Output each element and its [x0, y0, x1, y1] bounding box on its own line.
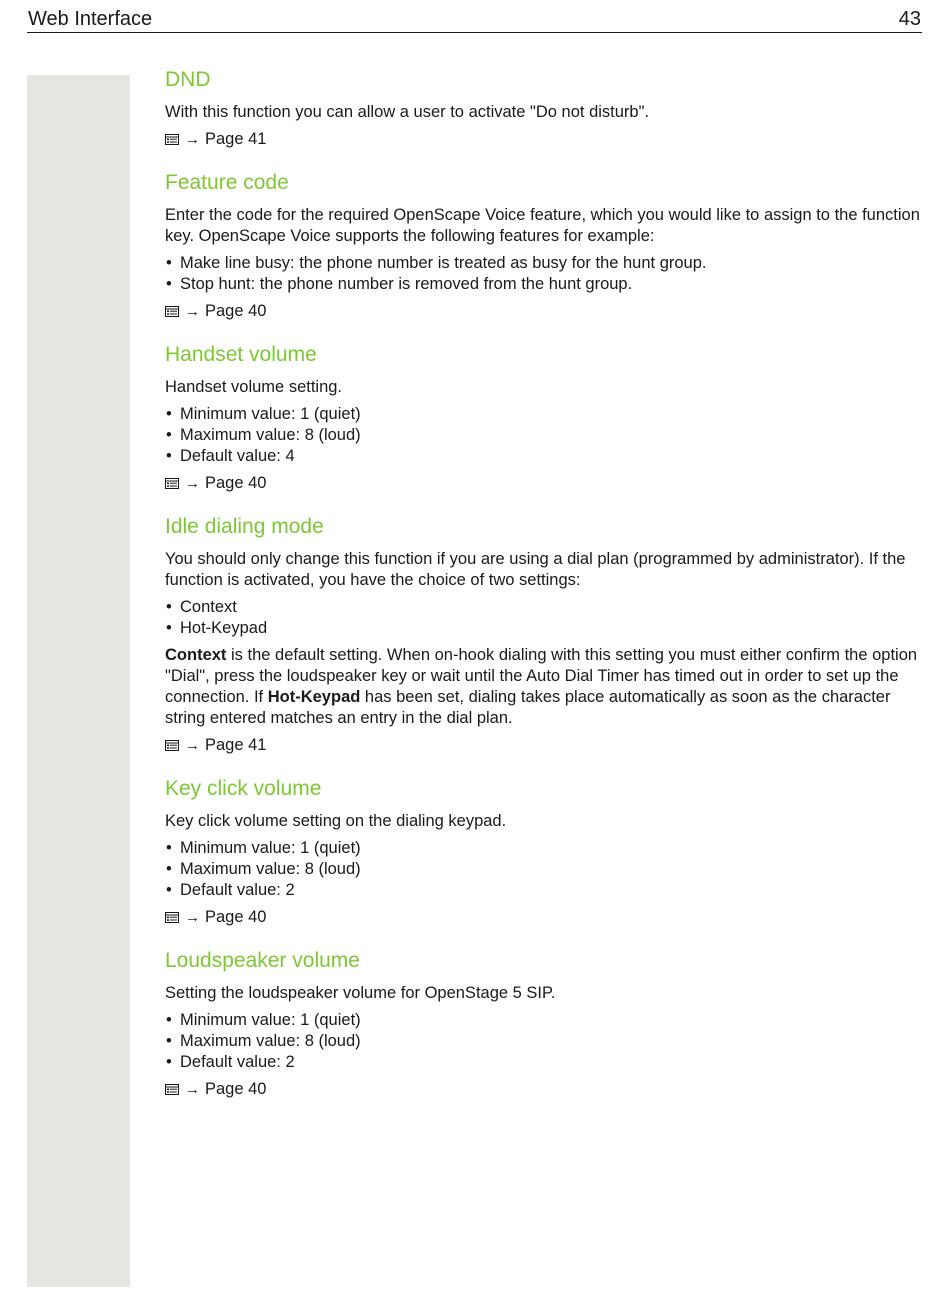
list-item: • Maximum value: 8 (loud) [165, 425, 925, 446]
section-title: Key click volume [165, 777, 322, 800]
page-reference-label: Page 41 [205, 736, 267, 754]
paragraph-text: is the default setting. When on-hook dialing with this setting you must either confirm the option "Dial", press the loudspeaker key or wait until the Auto Dial Timer has timed out in order to set up the connection. If [165, 646, 918, 706]
list-item: • Minimum value: 1 (quiet) [165, 1010, 925, 1031]
page-number: 43 [898, 8, 921, 30]
list-item: • Default value: 2 [165, 1052, 925, 1073]
paragraph-text: has been set, dialing takes place automatically as soon as the character string entered matches an entry in the dial plan. [165, 688, 891, 727]
arrow-right-icon: → [185, 131, 200, 148]
page-reference-label: Page 40 [205, 474, 267, 492]
page-reference[interactable] [165, 1079, 925, 1100]
reference-table-icon [165, 1084, 179, 1095]
sidebar-margin [27, 75, 130, 1287]
bold-term: Context [165, 646, 227, 664]
reference-table-icon [165, 134, 179, 145]
list-item: • Default value: 2 [165, 880, 925, 901]
section-text: Setting the loudspeaker volume for OpenStage 5 SIP. [165, 984, 556, 1002]
section-text: With this function you can allow a user to activate "Do not disturb". [165, 103, 650, 121]
page-reference[interactable] [165, 473, 925, 494]
section-text: You should only change this function if you are using a dial plan (programmed by administrator). If the function is activated, you have the choice of two settings: [165, 550, 906, 589]
bullet-list [165, 1010, 925, 1073]
section-title: Idle dialing mode [165, 515, 324, 538]
arrow-right-icon: → [185, 909, 200, 926]
page-reference[interactable] [165, 129, 925, 150]
list-item: • Default value: 4 [165, 446, 925, 467]
list-item: • Hot-Keypad [165, 618, 925, 639]
section-title: DND [165, 68, 211, 91]
list-item: • Stop hunt: the phone number is removed from the hunt group. [165, 274, 925, 295]
main-content [165, 66, 925, 1119]
page-reference-label: Page 41 [205, 130, 267, 148]
arrow-right-icon: → [185, 737, 200, 754]
list-item: • Minimum value: 1 (quiet) [165, 838, 925, 859]
section-text: Key click volume setting on the dialing keypad. [165, 812, 507, 830]
bullet-list [165, 404, 925, 467]
section-title: Loudspeaker volume [165, 949, 360, 972]
reference-table-icon [165, 478, 179, 489]
arrow-right-icon: → [185, 1081, 200, 1098]
page-reference[interactable] [165, 907, 925, 928]
reference-table-icon [165, 306, 179, 317]
page-reference[interactable] [165, 735, 925, 756]
page-reference-label: Page 40 [205, 302, 267, 320]
section-handset-volume [165, 341, 925, 494]
page-reference[interactable] [165, 301, 925, 322]
bullet-list [165, 838, 925, 901]
page-reference-label: Page 40 [205, 908, 267, 926]
page-reference-label: Page 40 [205, 1080, 267, 1098]
section-loudspeaker-volume [165, 947, 925, 1100]
page-header [27, 4, 922, 33]
list-item: • Maximum value: 8 (loud) [165, 1031, 925, 1052]
section-title: Feature code [165, 171, 289, 194]
section-title: Handset volume [165, 343, 317, 366]
list-item: • Minimum value: 1 (quiet) [165, 404, 925, 425]
list-item: • Maximum value: 8 (loud) [165, 859, 925, 880]
bullet-list [165, 597, 925, 639]
section-idle-dialing-mode [165, 513, 925, 756]
arrow-right-icon: → [185, 475, 200, 492]
section-dnd [165, 66, 925, 150]
section-paragraph [165, 645, 925, 729]
reference-table-icon [165, 912, 179, 923]
bullet-list [165, 253, 925, 295]
bold-term: Hot-Keypad [267, 688, 361, 706]
header-title: Web Interface [28, 8, 153, 30]
section-key-click-volume [165, 775, 925, 928]
section-text: Handset volume setting. [165, 378, 343, 396]
list-item: • Make line busy: the phone number is treated as busy for the hunt group. [165, 253, 925, 274]
reference-table-icon [165, 740, 179, 751]
section-feature-code [165, 169, 925, 322]
arrow-right-icon: → [185, 303, 200, 320]
list-item: • Context [165, 597, 925, 618]
section-text: Enter the code for the required OpenScape Voice feature, which you would like to assign to the function key. OpenScape Voice supports the following features for example: [165, 206, 920, 245]
